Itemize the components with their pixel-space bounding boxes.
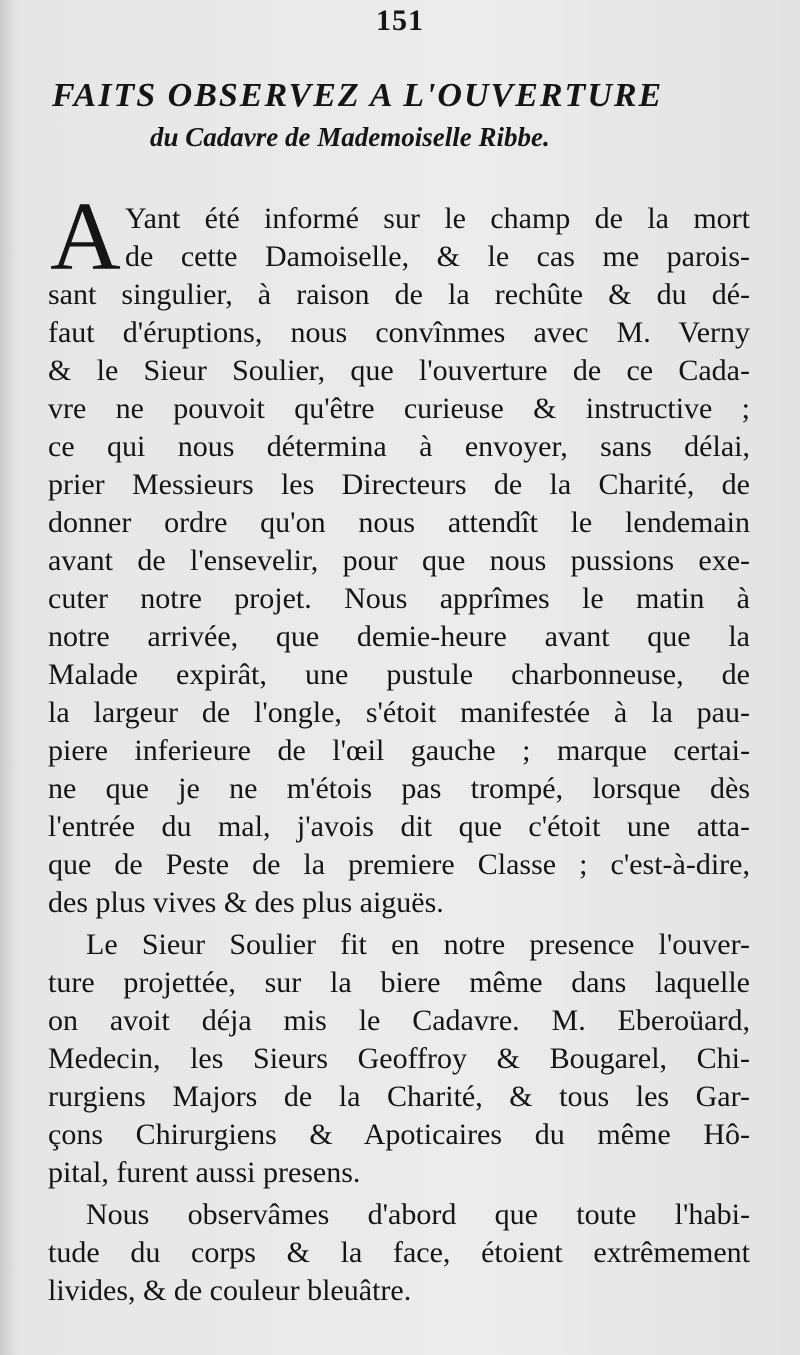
text-line: avant de l'ensevelir, pour que nous pussions exe- [48, 544, 750, 577]
text-line: çons Chirurgiens & Apoticaires du même Hô- [48, 1118, 750, 1151]
text-line: Malade expirât, une pustule charbonneuse, de [48, 658, 750, 691]
text-line: Le Sieur Soulier fit en notre presence l'ouver- [86, 928, 750, 961]
text-line: Yant été informé sur le champ de la mort [125, 202, 750, 235]
text-line: des plus vives & des plus aiguës. [48, 886, 444, 919]
text-line: vre ne pouvoit qu'être curieuse & instructive ; [48, 392, 750, 425]
text-line: l'entrée du mal, j'avois dit que c'étoit une atta- [48, 810, 750, 843]
chapter-title: FAITS OBSERVEZ A L'OUVERTURE [52, 77, 664, 114]
page-number: 151 [376, 4, 424, 37]
text-line: pital, furent aussi presens. [48, 1156, 361, 1189]
text-line: ce qui nous détermina à envoyer, sans délai, [48, 430, 750, 463]
text-line: on avoit déja mis le Cadavre. M. Eberoüard, [48, 1004, 750, 1037]
text-line: tude du corps & la face, étoient extrêmement [48, 1236, 750, 1269]
text-line: cuter notre projet. Nous apprîmes le matin à [48, 582, 750, 615]
text-line: Nous observâmes d'abord que toute l'habi- [86, 1198, 750, 1231]
text-line: la largeur de l'ongle, s'étoit manifestée à la pau- [48, 696, 750, 729]
text-line: faut d'éruptions, nous convînmes avec M. Verny [48, 316, 750, 349]
chapter-subtitle: du Cadavre de Mademoiselle Ribbe. [150, 122, 550, 152]
text-line: & le Sieur Soulier, que l'ouverture de ce Cada- [48, 354, 750, 387]
text-line: notre arrivée, que demie-heure avant que la [48, 620, 750, 653]
drop-cap: A [50, 183, 121, 291]
text-line: ne que je ne m'étois pas trompé, lorsque dès [48, 772, 750, 805]
text-line: que de Peste de la premiere Classe ; c'est-à-dire, [48, 848, 750, 881]
text-line: de cette Damoiselle, & le cas me parois- [125, 240, 750, 273]
text-line: prier Messieurs les Directeurs de la Charité, de [48, 468, 750, 501]
text-line: Medecin, les Sieurs Geoffroy & Bougarel, Chi- [48, 1042, 750, 1075]
text-line: sant singulier, à raison de la rechûte & du dé- [48, 278, 750, 311]
text-line: piere inferieure de l'œil gauche ; marque certai- [48, 734, 750, 767]
text-line: donner ordre qu'on nous attendît le lendemain [48, 506, 750, 539]
text-line: ture projettée, sur la biere même dans laquelle [48, 966, 750, 999]
text-line: rurgiens Majors de la Charité, & tous les Gar- [48, 1080, 750, 1113]
text-line: livides, & de couleur bleuâtre. [48, 1274, 412, 1307]
